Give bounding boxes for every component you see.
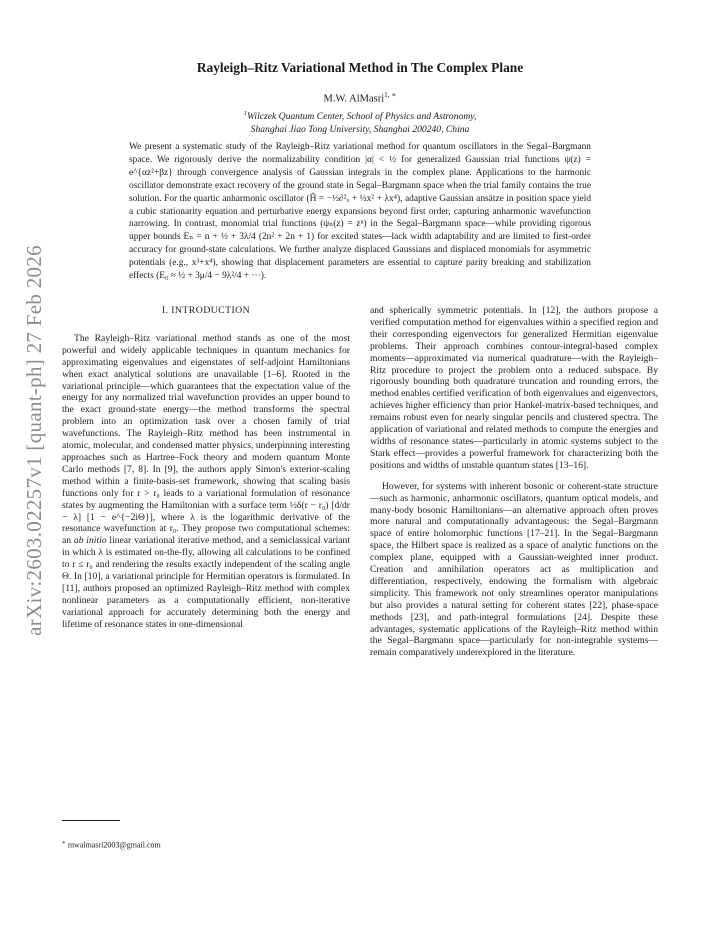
intro-text-a: The Rayleigh–Ritz variational method stands as one of the most powerful and widely applicable techniques in quantum mechanics for approximating eigenvalues and eigenstates of self-adjoint Hamiltonians when exact analytical solutions are unavailable [1–6]. Rooted in the variational principle—which guarantees that the expectation value of the energy for any normalized trial wavefunction provides an upper bound to the exact ground-state energy—the method transforms the spectral problem into an optimization task over a chosen family of trial wavefunctions. The Rayleigh–Ritz method has been instrumental in atomic, molecular, and condensed matter physics, underpinning interesting approaches such as Hartree–Fock theory and modern quantum Monte Carlo methods [7, 8]. In [9], the authors apply Simon's exterior-scaling method within a finite-basis-set framework, showing that scaling basis functions only for r > r₀ leads to a variational formulation of resonance states by augmenting the Hamiltonian with a surface term ½δ(r − r₀) [d/dr − λ] [1 − e^{−2iΘ}], where λ is the logarithmic derivative of the resonance wavefunction at r₀. They propose two computational schemes: an <box>62 332 350 547</box>
intro-paragraph-2: However, for systems with inherent bosonic or coherent-state structure—such as harmonic, anharmonic oscillators, quantum optical models, and many-body bosonic Hamiltonians—an alternative approach often proves more natural and computationally advantageous: the Segal–Bargmann space of entire holomorphic functions [17–21]. In the Segal–Bargmann space, the Hilbert space is realized as a space of analytic functions on the complex plane, equipped with a Gaussian-weighted inner product. Creation and annihilation operators act as multiplication and differentiation, respectively, endowing the formalism with algebraic simplicity. This framework not only streamlines operator manipulations but also provides a natural setting for coherent states [22], phase-space methods [23], and path-integral formulations [24]. Despite these advantages, systematic applications of the Rayleigh–Ritz method within the Segal–Bargmann space—particularly for non-integrable systems—remain comparatively underexplored in the literature. <box>370 480 658 659</box>
author-marks: 1, ∗ <box>384 90 397 99</box>
footnote-mark: ∗ <box>62 840 66 846</box>
author-line <box>0 90 720 105</box>
left-column <box>62 305 350 631</box>
affiliation <box>0 108 720 136</box>
abstract-sentence-1: We present a systematic study of the Rayleigh–Ritz variational method for quantum oscillators in the Segal–Bargmann space. We rigorously derive the normalizability condition |α| < ½ for generalized Gaussian trial functions ψ(z) = e^{αz²+βz} through convergence analysis of Gaussian integrals in the complex plane. Applications to the harmonic oscillator demonstrate exact recovery of the ground state in Segal–Bargmann space when the trial family contains the true solution. <box>129 142 591 204</box>
intro-paragraph-1 <box>62 333 350 631</box>
intro-italic-term: ab initio <box>73 535 107 547</box>
footnote-email: mwalmasri2003@gmail.com <box>67 840 161 850</box>
author-name: M.W. AlMasri <box>323 93 385 105</box>
abstract-sentence-3: In contrast, monomial trial functions (ψₙ(z) = zⁿ) in the Segal–Bargmann space—while providing rigorous upper bounds Eₙ = n + ½ + 3λ/4 (2n² + 2n + 1) for excited states—lack width adaptability and are limited to first-order accuracy for ground-state calculations. <box>129 219 591 256</box>
abstract-sentence-2: For the quartic anharmonic oscillator (Ĥ = −½∂²ₓ + ½x² + λx⁴), adaptive Gaussian ansätze in position space yield a cubic stationarity equation and perturbative energy expansions beyond first order, capturing anharmonic wavefunction narrowing. <box>129 193 592 230</box>
arxiv-identifier: arXiv:2603.02257v1 [quant-ph] 27 Feb 2026 <box>21 244 46 636</box>
footnote-rule <box>62 820 120 821</box>
affiliation-line-2: Shanghai Jiao Tong University, Shanghai 200240, China <box>250 123 470 135</box>
intro-paragraph-continued: and spherically symmetric potentials. In [12], the authors propose a verified computation method for eigenvalues within a specified region and their corresponding eigenvectors for generalized Hermitian eigenvalue problems. Their approach combines contour-integral-based complex moments—approximated via numerical quadrature—with the Rayleigh–Ritz procedure to project the problem onto a reduced subspace. By rigorously bounding both quadrature truncation and rounding errors, the method enables certified verification of both eigenvalues and eigenvectors, achieves higher efficiency than prior Hankel-matrix-based techniques, and remains robust even for nearly singular pencils and clustered spectra. The application of variational and related methods to compute the energies and widths of resonance states—particularly in atomic systems subject to the Stark effect—provides a powerful framework for characterizing both the positions and widths of unstable quantum states [13–16]. <box>370 305 658 471</box>
footnote <box>62 840 161 850</box>
paper-title: Rayleigh–Ritz Variational Method in The Complex Plane <box>196 60 524 75</box>
affiliation-mark: 1 <box>243 110 247 117</box>
abstract <box>129 141 591 283</box>
abstract-sentence-4: We further analyze displaced Gaussians and displaced monomials for asymmetric potentials (e.g., x³+x⁴), showing that displacement parameters are essential to capture parity breaking and stabilization effects (E₀ ≈ ½ + 3μ/4 − 9λ²/4 + ···). <box>129 245 591 282</box>
arxiv-sidebar <box>4 230 64 650</box>
right-column <box>370 305 658 659</box>
intro-text-b: linear variational iterative method, and a semiclassical variant in which λ is estimated on-the-fly, allowing all calculations to be confined to r ≤ r₀ and rendering the results exactly independent of the scaling angle Θ. In [10], a variational principle for Hermitian operators is formulated. In [11], authors proposed an optimized Rayleigh–Ritz method with complex nonlinear parameters as a computationally efficient, non-iterative variational approach for accurately determining both the energy and lifetime of resonance states in one-dimensional <box>62 535 350 630</box>
section-heading: I. INTRODUCTION <box>161 305 251 316</box>
affiliation-line-1: Wilczek Quantum Center, School of Physics and Astronomy, <box>246 111 477 123</box>
